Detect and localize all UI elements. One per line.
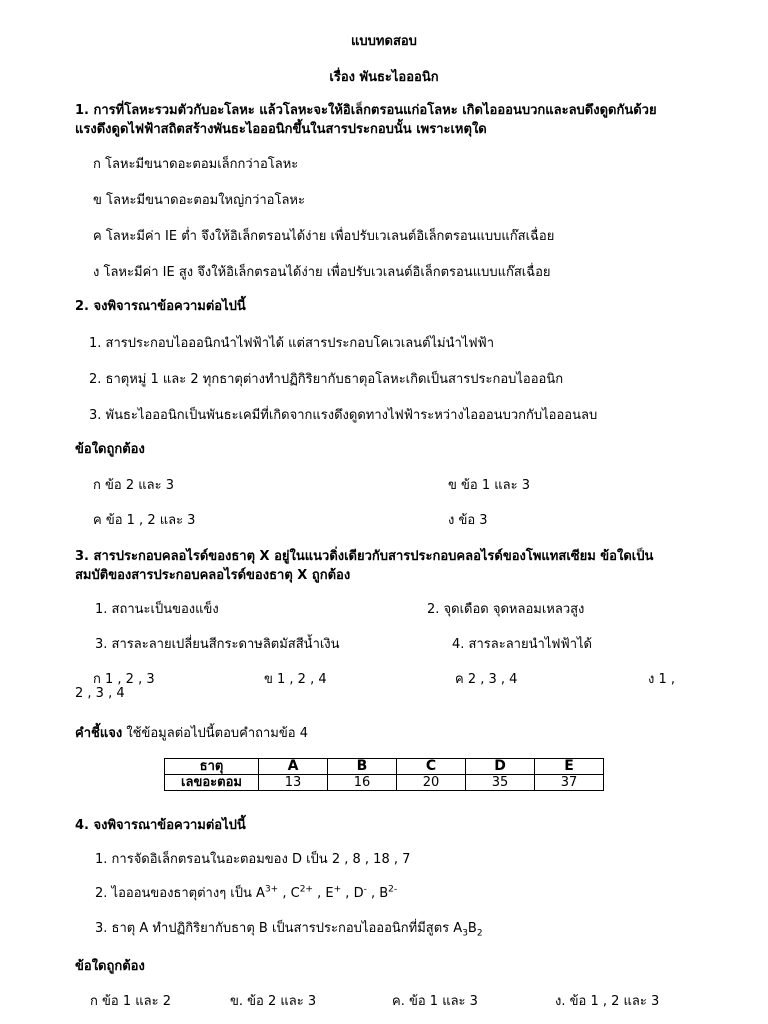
element-e: E	[535, 759, 604, 775]
ion-e: E+	[325, 884, 342, 901]
ion-c: $C^{2+}$	[290, 884, 313, 901]
element-a: A	[259, 759, 328, 775]
q3-statement-4: 4. สารละลายนำไฟฟ้าได้	[452, 637, 592, 652]
instruction-label: คำชี้แจง	[75, 726, 123, 741]
formula-a3b2: $A_3B_2$	[453, 921, 483, 939]
atomic-number-e: 37	[535, 775, 604, 791]
q2-choice-c[interactable]: ค ข้อ 1 , 2 และ 3	[93, 513, 196, 528]
element-row	[165, 759, 604, 775]
element-c: C	[397, 759, 466, 775]
element-d: D	[466, 759, 535, 775]
q2-choice-b[interactable]: ข ข้อ 1 และ 3	[448, 478, 530, 493]
q1-option-c[interactable]: ค โลหะมีค่า IE ต่ำ จึงให้อิเล็กตรอนได้ง่าย เพื่อปรับเวเลนต์อิเล็กตรอนแบบแก๊สเฉื่อย	[93, 229, 555, 244]
document-title: แบบทดสอบ	[351, 34, 417, 49]
q4-choice-c[interactable]: ค. ข้อ 1 และ 3	[392, 994, 478, 1009]
q1-text-line2: แรงดึงดูดไฟฟ้าสถิตสร้างพันธะไอออนิกขึ้นในสารประกอบนั้น เพราะเหตุใด	[75, 122, 487, 137]
document-subtitle: เรื่อง พันธะไอออนิก	[329, 70, 439, 85]
q3-statement-3: 3. สารละลายเปลี่ยนสีกระดาษลิตมัสสีน้ำเงิน	[95, 637, 340, 652]
element-b: B	[328, 759, 397, 775]
q4-heading: 4. จงพิจารณาข้อความต่อไปนี้	[75, 818, 246, 833]
q1-text-line1: 1. การที่โลหะรวมตัวกับอะโลหะ แล้วโลหะจะให้อิเล็กตรอนแก่อโลหะ เกิดไอออนบวกและลบดึงดูดกันด้วย	[75, 103, 657, 118]
q4-choice-d[interactable]: ง. ข้อ 1 , 2 และ 3	[555, 994, 660, 1009]
q4-statement-1: 1. การจัดอิเล็กตรอนในอะตอมของ D เป็น 2 , 8 , 18 , 7	[95, 852, 411, 867]
q2-statement-1: 1. สารประกอบไอออนิกนำไฟฟ้าได้ แต่สารประกอบโคเวเลนต์ไม่นำไฟฟ้า	[89, 336, 495, 351]
q4-which-correct: ข้อใดถูกต้อง	[75, 959, 145, 974]
ion-b: $B^{2-}$	[379, 884, 398, 901]
atomic-number-row	[165, 775, 604, 791]
q1-option-d[interactable]: ง โลหะมีค่า IE สูง จึงให้อิเล็กตรอนได้ง่าย เพื่อปรับเวเลนต์อิเล็กตรอนแบบแก๊สเฉื่อย	[93, 265, 551, 280]
ion-d: D-	[353, 884, 367, 901]
q3-choice-c[interactable]: ค 2 , 3 , 4	[455, 672, 518, 687]
q3-statement-2: 2. จุดเดือด จุดหลอมเหลวสูง	[427, 602, 585, 617]
atomic-number-b: 16	[328, 775, 397, 791]
q4-choice-a[interactable]: ก ข้อ 1 และ 2	[90, 994, 171, 1009]
element-table	[164, 758, 604, 791]
q2-choice-a[interactable]: ก ข้อ 2 และ 3	[93, 478, 174, 493]
q3-statement-1: 1. สถานะเป็นของแข็ง	[95, 602, 219, 617]
q4-statement-3	[95, 917, 483, 939]
q3-choice-a[interactable]: ก 1 , 2 , 3	[93, 672, 155, 687]
row-label-element: ธาตุ	[165, 759, 259, 775]
q4-statement-2: 2. ไอออนของธาตุต่างๆ เป็น $A^{3+}$ , $C^{2+}$ , E+ , D- , $B^{2-}$	[95, 884, 398, 901]
q2-heading: 2. จงพิจารณาข้อความต่อไปนี้	[75, 299, 246, 314]
q3-text-line1: 3. สารประกอบคลอไรด์ของธาตุ X อยู่ในแนวดิ่งเดียวกับสารประกอบคลอไรด์ของโพแทสเซียม ข้อใดเป็น	[75, 549, 654, 564]
instruction-text: ใช้ข้อมูลต่อไปนี้ตอบคำถามข้อ 4	[126, 726, 308, 741]
q4-statement-3-prefix: 3. ธาตุ A ทำปฏิกิริยากับธาตุ B เป็นสารประกอบไอออนิกที่มีสูตร	[95, 921, 450, 936]
instruction-line	[75, 722, 308, 743]
atomic-number-d: 35	[466, 775, 535, 791]
q2-which-correct: ข้อใดถูกต้อง	[75, 442, 145, 457]
q2-statement-2: 2. ธาตุหมู่ 1 และ 2 ทุกธาตุต่างทำปฏิกิริยากับธาตุอโลหะเกิดเป็นสารประกอบไอออนิก	[89, 372, 564, 387]
q2-statement-3: 3. พันธะไอออนิกเป็นพันธะเคมีที่เกิดจากแรงดึงดูดทางไฟฟ้าระหว่างไอออนบวกกับไอออนลบ	[89, 408, 598, 423]
q3-choice-d-continued: 2 , 3 , 4	[75, 686, 125, 701]
q4-choice-b[interactable]: ข. ข้อ 2 และ 3	[230, 994, 317, 1009]
atomic-number-c: 20	[397, 775, 466, 791]
q2-choice-d[interactable]: ง ข้อ 3	[448, 513, 488, 528]
q4-statement-2-prefix: 2. ไอออนของธาตุต่างๆ เป็น	[95, 886, 252, 901]
q3-choice-d[interactable]: ง 1 ,	[648, 672, 676, 687]
q3-text-line2: สมบัติของสารประกอบคลอไรด์ของธาตุ X ถูกต้อง	[75, 568, 351, 583]
atomic-number-a: 13	[259, 775, 328, 791]
ion-a: $A^{3+}$	[256, 884, 279, 901]
q3-choice-b[interactable]: ข 1 , 2 , 4	[264, 672, 327, 687]
row-label-atomic-number: เลขอะตอม	[165, 775, 259, 791]
q1-option-b[interactable]: ข โลหะมีขนาดอะตอมใหญ่กว่าอโลหะ	[93, 193, 305, 208]
q1-option-a[interactable]: ก โลหะมีขนาดอะตอมเล็กกว่าอโลหะ	[93, 157, 299, 172]
